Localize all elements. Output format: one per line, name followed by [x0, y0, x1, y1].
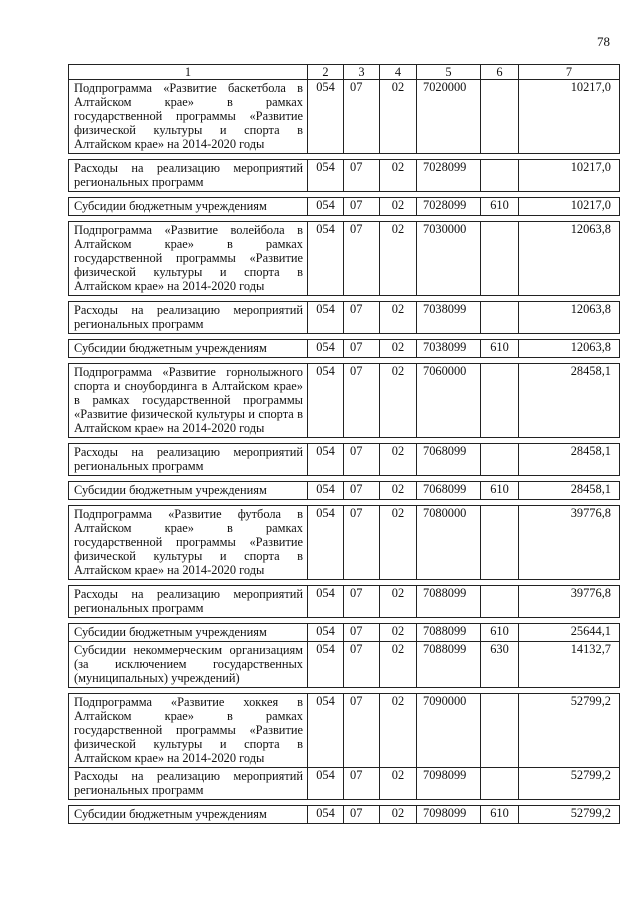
row-csr: 7088099: [417, 624, 481, 642]
row-grbs: 054: [308, 642, 344, 688]
row-rz: 07: [344, 694, 380, 768]
row-rz: 07: [344, 340, 380, 358]
row-grbs: 054: [308, 160, 344, 192]
row-name: Подпрограмма «Развитие футбола в Алтайском крае» в рамках государственной программы «Развитие физической культуры и спорта в Алтайском крае» на 2014-2020 годы: [69, 506, 308, 580]
header-col-5: 5: [417, 65, 481, 80]
row-vr: [481, 586, 519, 618]
row-sum: 28458,1: [519, 482, 620, 500]
row-grbs: 054: [308, 768, 344, 800]
page-number: 78: [597, 34, 610, 49]
row-rz: 07: [344, 444, 380, 476]
row-rz: 07: [344, 624, 380, 642]
row-vr: 610: [481, 340, 519, 358]
row-vr: 610: [481, 806, 519, 824]
row-pr: 02: [380, 80, 417, 154]
row-csr: 7038099: [417, 340, 481, 358]
table-row: [69, 482, 620, 500]
row-pr: 02: [380, 506, 417, 580]
row-vr: [481, 364, 519, 438]
table-row: [69, 80, 620, 154]
header-col-4: 4: [380, 65, 417, 80]
row-grbs: 054: [308, 506, 344, 580]
row-sum: 10217,0: [519, 160, 620, 192]
table-row: [69, 222, 620, 296]
row-rz: 07: [344, 160, 380, 192]
row-sum: 52799,2: [519, 694, 620, 768]
row-sum: 52799,2: [519, 806, 620, 824]
row-pr: 02: [380, 160, 417, 192]
budget-table: [68, 64, 620, 824]
row-vr: [481, 160, 519, 192]
row-sum: 28458,1: [519, 444, 620, 476]
row-grbs: 054: [308, 624, 344, 642]
row-vr: [481, 222, 519, 296]
row-grbs: 054: [308, 364, 344, 438]
row-csr: 7088099: [417, 586, 481, 618]
row-vr: 610: [481, 482, 519, 500]
row-csr: 7028099: [417, 160, 481, 192]
table-row: [69, 198, 620, 216]
row-pr: 02: [380, 364, 417, 438]
row-pr: 02: [380, 482, 417, 500]
table-row: [69, 694, 620, 768]
row-name: Подпрограмма «Развитие горнолыжного спорта и сноубординга в Алтайском крае» в рамках государственной программы «Развитие физической культуры и спорта в Алтайском крае» на 2014-2020 годы: [69, 364, 308, 438]
row-vr: 610: [481, 198, 519, 216]
table-row: [69, 160, 620, 192]
row-vr: [481, 444, 519, 476]
header-col-2: 2: [308, 65, 344, 80]
row-rz: 07: [344, 80, 380, 154]
row-csr: 7020000: [417, 80, 481, 154]
header-col-3: 3: [344, 65, 380, 80]
row-pr: 02: [380, 302, 417, 334]
row-sum: 39776,8: [519, 506, 620, 580]
row-name: Подпрограмма «Развитие баскетбола в Алтайском крае» в рамках государственной программы «Развитие физической культуры и спорта в Алтайском крае» на 2014-2020 годы: [69, 80, 308, 154]
row-grbs: 054: [308, 198, 344, 216]
row-sum: 52799,2: [519, 768, 620, 800]
row-rz: 07: [344, 642, 380, 688]
row-grbs: 054: [308, 222, 344, 296]
row-pr: 02: [380, 806, 417, 824]
table-row: [69, 768, 620, 800]
row-sum: 14132,7: [519, 642, 620, 688]
row-vr: [481, 302, 519, 334]
row-grbs: 054: [308, 340, 344, 358]
table-row: [69, 302, 620, 334]
row-name: Расходы на реализацию мероприятий региональных программ: [69, 160, 308, 192]
row-pr: 02: [380, 642, 417, 688]
row-pr: 02: [380, 222, 417, 296]
row-sum: 10217,0: [519, 198, 620, 216]
table-row: [69, 444, 620, 476]
row-csr: 7038099: [417, 302, 481, 334]
row-rz: 07: [344, 806, 380, 824]
row-csr: 7080000: [417, 506, 481, 580]
table-row: [69, 506, 620, 580]
table-row: [69, 340, 620, 358]
row-vr: [481, 768, 519, 800]
row-pr: 02: [380, 340, 417, 358]
row-name: Расходы на реализацию мероприятий региональных программ: [69, 302, 308, 334]
row-name: Субсидии бюджетным учреждениям: [69, 482, 308, 500]
row-pr: 02: [380, 768, 417, 800]
row-csr: 7090000: [417, 694, 481, 768]
row-sum: 12063,8: [519, 302, 620, 334]
row-sum: 12063,8: [519, 340, 620, 358]
row-vr: [481, 506, 519, 580]
row-name: Расходы на реализацию мероприятий региональных программ: [69, 586, 308, 618]
row-vr: 610: [481, 624, 519, 642]
row-csr: 7028099: [417, 198, 481, 216]
row-vr: [481, 80, 519, 154]
row-vr: [481, 694, 519, 768]
row-csr: 7068099: [417, 444, 481, 476]
table-row: [69, 806, 620, 824]
row-csr: 7098099: [417, 806, 481, 824]
table-row: [69, 586, 620, 618]
row-rz: 07: [344, 198, 380, 216]
row-rz: 07: [344, 482, 380, 500]
row-name: Субсидии бюджетным учреждениям: [69, 198, 308, 216]
row-grbs: 054: [308, 586, 344, 618]
row-name: Подпрограмма «Развитие волейбола в Алтайском крае» в рамках государственной программы «Развитие физической культуры и спорта в Алтайском крае» на 2014-2020 годы: [69, 222, 308, 296]
row-grbs: 054: [308, 302, 344, 334]
row-name: Расходы на реализацию мероприятий региональных программ: [69, 444, 308, 476]
row-rz: 07: [344, 586, 380, 618]
header-col-1: 1: [69, 65, 308, 80]
header-row: [69, 65, 620, 80]
header-col-7: 7: [519, 65, 620, 80]
row-sum: 10217,0: [519, 80, 620, 154]
row-sum: 12063,8: [519, 222, 620, 296]
row-csr: 7030000: [417, 222, 481, 296]
row-csr: 7060000: [417, 364, 481, 438]
row-sum: 25644,1: [519, 624, 620, 642]
table-row: [69, 624, 620, 642]
row-pr: 02: [380, 198, 417, 216]
row-rz: 07: [344, 768, 380, 800]
row-pr: 02: [380, 444, 417, 476]
row-name: Субсидии бюджетным учреждениям: [69, 340, 308, 358]
row-pr: 02: [380, 624, 417, 642]
table-row: [69, 364, 620, 438]
row-name: Субсидии бюджетным учреждениям: [69, 806, 308, 824]
row-grbs: 054: [308, 806, 344, 824]
row-name: Расходы на реализацию мероприятий региональных программ: [69, 768, 308, 800]
row-grbs: 054: [308, 482, 344, 500]
row-rz: 07: [344, 364, 380, 438]
row-grbs: 054: [308, 694, 344, 768]
header-col-6: 6: [481, 65, 519, 80]
row-pr: 02: [380, 694, 417, 768]
row-csr: 7068099: [417, 482, 481, 500]
row-rz: 07: [344, 506, 380, 580]
row-sum: 28458,1: [519, 364, 620, 438]
row-name: Подпрограмма «Развитие хоккея в Алтайском крае» в рамках государственной программы «Развитие физической культуры и спорта в Алтайском крае» на 2014-2020 годы: [69, 694, 308, 768]
row-grbs: 054: [308, 444, 344, 476]
row-grbs: 054: [308, 80, 344, 154]
row-name: Субсидии бюджетным учреждениям: [69, 624, 308, 642]
row-rz: 07: [344, 222, 380, 296]
row-csr: 7088099: [417, 642, 481, 688]
table-row: [69, 642, 620, 688]
row-csr: 7098099: [417, 768, 481, 800]
row-name: Субсидии некоммерческим организациям (за исключением государственных (муниципальных) учреждений): [69, 642, 308, 688]
row-sum: 39776,8: [519, 586, 620, 618]
row-rz: 07: [344, 302, 380, 334]
row-vr: 630: [481, 642, 519, 688]
row-pr: 02: [380, 586, 417, 618]
